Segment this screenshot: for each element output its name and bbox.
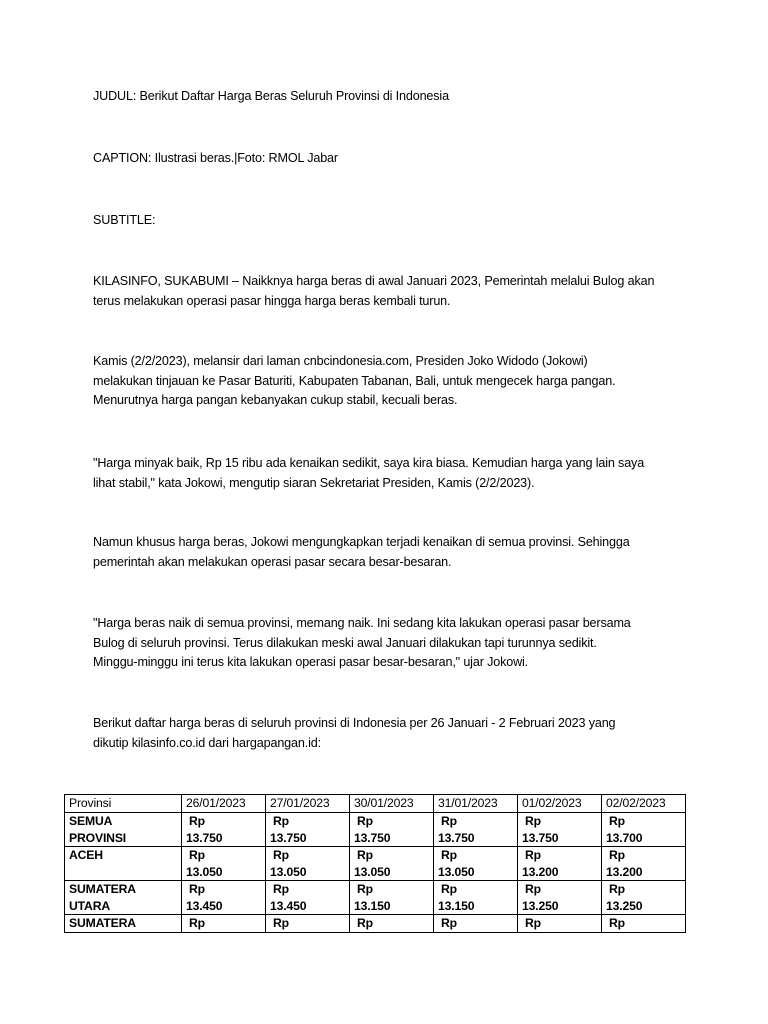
table-row <box>65 881 686 915</box>
currency-label: Rp <box>441 848 457 862</box>
currency-label: Rp <box>525 814 541 828</box>
price-cell <box>182 847 266 881</box>
price-cell <box>266 813 350 847</box>
price-value: 13.750 <box>186 830 223 845</box>
table-row <box>65 847 686 881</box>
price-cell <box>182 915 266 933</box>
table-body <box>65 813 686 933</box>
provinsi-name: PROVINSI <box>69 830 127 845</box>
currency-label: Rp <box>357 848 373 862</box>
price-cell <box>602 915 686 933</box>
price-value: 13.750 <box>522 830 559 845</box>
provinsi-name: SEMUA <box>69 814 113 828</box>
price-value: 13.250 <box>606 898 643 913</box>
price-cell <box>602 847 686 881</box>
price-value: 13.750 <box>438 830 475 845</box>
currency-label: Rp <box>357 916 373 930</box>
currency-label: Rp <box>441 916 457 930</box>
col-header-date: 02/02/2023 <box>602 795 686 813</box>
col-header-date: 26/01/2023 <box>182 795 266 813</box>
price-cell <box>266 915 350 933</box>
price-value: 13.050 <box>354 864 391 879</box>
currency-label: Rp <box>189 882 205 896</box>
paragraph-line: dikutip kilasinfo.co.id dari hargapangan.id: <box>93 735 321 750</box>
currency-label: Rp <box>273 848 289 862</box>
paragraph-line: terus melakukan operasi pasar hingga harga beras kembali turun. <box>93 293 451 308</box>
table-header-row <box>65 795 686 813</box>
currency-label: Rp <box>441 882 457 896</box>
provinsi-name: SUMATERA <box>69 916 136 930</box>
caption-line: CAPTION: Ilustrasi beras.|Foto: RMOL Jabar <box>93 151 338 165</box>
table-row <box>65 813 686 847</box>
currency-label: Rp <box>525 882 541 896</box>
paragraph-line: KILASINFO, SUKABUMI – Naikknya harga beras di awal Januari 2023, Pemerintah melalui Bulog akan <box>93 274 655 288</box>
price-value: 13.250 <box>522 898 559 913</box>
paragraph-line: lihat stabil," kata Jokowi, mengutip siaran Sekretariat Presiden, Kamis (2/2/2023). <box>93 475 535 490</box>
price-cell <box>350 813 434 847</box>
price-cell <box>434 813 518 847</box>
price-value: 13.150 <box>354 898 391 913</box>
paragraph-line: "Harga beras naik di semua provinsi, memang naik. Ini sedang kita lakukan operasi pasar bersama <box>93 616 631 630</box>
price-value: 13.450 <box>270 898 307 913</box>
provinsi-cell <box>65 915 182 933</box>
paragraph-line: Namun khusus harga beras, Jokowi mengungkapkan terjadi kenaikan di semua provinsi. Sehingga <box>93 535 630 549</box>
paragraph-6 <box>93 714 693 753</box>
price-cell <box>434 915 518 933</box>
price-cell <box>266 847 350 881</box>
price-cell <box>350 915 434 933</box>
paragraph-5 <box>93 614 693 673</box>
paragraph-3 <box>93 454 693 493</box>
currency-label: Rp <box>525 848 541 862</box>
price-value: 13.700 <box>606 830 643 845</box>
paragraph-line: Menurutnya harga pangan kebanyakan cukup stabil, kecuali beras. <box>93 393 458 407</box>
currency-label: Rp <box>189 848 205 862</box>
price-value: 13.200 <box>606 864 643 879</box>
price-table <box>64 794 686 933</box>
currency-label: Rp <box>357 882 373 896</box>
price-cell <box>182 881 266 915</box>
price-cell <box>602 881 686 915</box>
currency-label: Rp <box>609 916 625 930</box>
price-cell <box>350 881 434 915</box>
price-cell <box>350 847 434 881</box>
provinsi-name: SUMATERA <box>69 882 136 896</box>
currency-label: Rp <box>609 882 625 896</box>
paragraph-line: "Harga minyak baik, Rp 15 ribu ada kenaikan sedikit, saya kira biasa. Kemudian harga yang lain saya <box>93 456 645 470</box>
price-value: 13.150 <box>438 898 475 913</box>
paragraph-line: Berikut daftar harga beras di seluruh provinsi di Indonesia per 26 Januari - 2 Februari 2023 yang <box>93 716 616 730</box>
price-value: 13.050 <box>438 864 475 879</box>
currency-label: Rp <box>609 848 625 862</box>
paragraph-4 <box>93 533 693 572</box>
col-header-date: 27/01/2023 <box>266 795 350 813</box>
price-cell <box>182 813 266 847</box>
paragraph-line: Kamis (2/2/2023), melansir dari laman cnbcindonesia.com, Presiden Joko Widodo (Jokowi) <box>93 354 588 368</box>
price-value: 13.200 <box>522 864 559 879</box>
provinsi-cell <box>65 847 182 881</box>
price-value: 13.050 <box>186 864 223 879</box>
table-row <box>65 915 686 933</box>
col-header-date: 01/02/2023 <box>518 795 602 813</box>
price-cell <box>518 813 602 847</box>
currency-label: Rp <box>609 814 625 828</box>
currency-label: Rp <box>189 916 205 930</box>
paragraph-1 <box>93 272 693 311</box>
judul-line: JUDUL: Berikut Daftar Harga Beras Seluruh Provinsi di Indonesia <box>93 89 449 103</box>
price-cell <box>518 915 602 933</box>
subtitle-line: SUBTITLE: <box>93 213 156 227</box>
price-value: 13.450 <box>186 898 223 913</box>
price-cell <box>518 881 602 915</box>
currency-label: Rp <box>357 814 373 828</box>
currency-label: Rp <box>189 814 205 828</box>
price-value: 13.750 <box>354 830 391 845</box>
price-cell <box>518 847 602 881</box>
price-value: 13.750 <box>270 830 307 845</box>
price-cell <box>434 881 518 915</box>
currency-label: Rp <box>273 916 289 930</box>
provinsi-cell <box>65 813 182 847</box>
provinsi-name: UTARA <box>69 898 110 913</box>
col-header-provinsi: Provinsi <box>65 795 182 813</box>
currency-label: Rp <box>441 814 457 828</box>
paragraph-line: melakukan tinjauan ke Pasar Baturiti, Kabupaten Tabanan, Bali, untuk mengecek harga pangan. <box>93 373 616 388</box>
paragraph-line: Minggu-minggu ini terus kita lakukan operasi pasar besar-besaran," ujar Jokowi. <box>93 655 529 669</box>
price-cell <box>266 881 350 915</box>
price-cell <box>602 813 686 847</box>
provinsi-name: ACEH <box>69 848 103 862</box>
paragraph-line: pemerintah akan melakukan operasi pasar secara besar-besaran. <box>93 554 452 569</box>
currency-label: Rp <box>273 814 289 828</box>
col-header-date: 30/01/2023 <box>350 795 434 813</box>
provinsi-cell <box>65 881 182 915</box>
currency-label: Rp <box>273 882 289 896</box>
col-header-date: 31/01/2023 <box>434 795 518 813</box>
paragraph-2 <box>93 352 693 411</box>
price-value: 13.050 <box>270 864 307 879</box>
price-cell <box>434 847 518 881</box>
paragraph-line: Bulog di seluruh provinsi. Terus dilakukan meski awal Januari dilakukan tapi turunnya sedikit. <box>93 635 597 650</box>
currency-label: Rp <box>525 916 541 930</box>
